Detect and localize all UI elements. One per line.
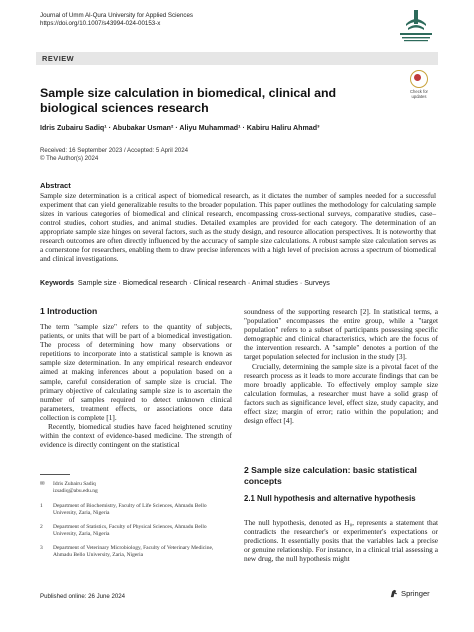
- received-accepted: Received: 16 September 2023 / Accepted: 5 April 2024: [40, 147, 189, 154]
- affiliation-text: Department of Veterinary Microbiology, Faculty of Veterinary Medicine, Ahmadu Bello University, Zaria, Nigeria: [53, 545, 214, 558]
- affiliation-2: [40, 524, 232, 538]
- banner-label: REVIEW: [42, 54, 75, 63]
- doi-link[interactable]: https://doi.org/10.1007/s43994-024-00153-x: [40, 20, 161, 27]
- check-updates-label: Check for updates: [410, 89, 428, 99]
- publisher-logo[interactable]: [389, 589, 430, 598]
- affiliation-number: 3: [40, 545, 43, 551]
- section-2-heading: 2 Sample size calculation: basic statistical concepts: [244, 465, 417, 486]
- check-for-updates-button[interactable]: [406, 70, 432, 99]
- envelope-icon: ✉: [40, 481, 45, 487]
- affiliation-number: 1: [40, 503, 43, 509]
- intro-body: [40, 322, 232, 449]
- keywords: [40, 279, 436, 287]
- publisher-name: Springer: [401, 589, 430, 598]
- corresponding-name: Idris Zubairu Sadiq: [53, 481, 96, 487]
- affiliation-1: [40, 503, 232, 517]
- affiliation-text: Department of Statistics, Faculty of Physical Sciences, Ahmadu Bello University, Zaria, Nigeria: [53, 524, 207, 537]
- keywords-label: Keywords: [40, 279, 74, 287]
- corresponding-email[interactable]: izsadiq@abu.edu.ng: [53, 487, 98, 494]
- abstract-text: Sample size determination is a critical aspect of biomedical research, as it dictates the number of samples needed for a successful experiment that can yield generalizable results to the broader population. This paper outlines the methodology for calculating sample sizes in various categories of biomedical and clinical research, encompassing cross-sectional surveys, comparative studies, case–control studies, cohort studies, and animal studies. Detailed examples are provided for each category. The determination of an appropriate sample size hinges on several factors, such as the study design, and resource allocation perspectives. It is noteworthy that research outcomes are often directly influenced by the accuracy of sample size calculations. A robust sample size calculation serves as a cornerstone for researchers, enabling them to draw precise inferences with a high level of precision across a spectrum of biomedical and clinical investigations.: [40, 191, 436, 264]
- journal-header: [40, 12, 193, 28]
- springer-horse-icon: [389, 589, 398, 598]
- affiliation-text: Department of Biochemistry, Faculty of Life Sciences, Ahmadu Bello University, Zaria, Nigeria: [53, 503, 207, 516]
- right-body-top: [244, 307, 438, 425]
- copyright: © The Author(s) 2024: [40, 155, 99, 162]
- abstract-heading: Abstract: [40, 181, 71, 190]
- section-1-heading: 1 Introduction: [40, 306, 98, 316]
- affiliation-3: [40, 545, 232, 559]
- intro-paragraph-1: The term "sample size" refers to the quantity of subjects, patients, or units that will be part of a biomedical investigation. The process of determining how many observations or repetitions to incorporate into a statistical sample is known as sample size determination. In any empirical research endeavor aimed at making inferences about a population based on a sample, careful consideration of sample size is crucial. The primary objective of calculating sample size is to ascertain the number of samples required to detect unknown clinical parameters, treatment effects, or associations once data collection is complete [1].: [40, 322, 232, 422]
- university-logo-icon: [396, 8, 436, 46]
- footnote-divider: [40, 474, 70, 475]
- keywords-text: Sample size · Biomedical research · Clinical research · Animal studies · Surveys: [77, 279, 330, 287]
- right-paragraph-1: soundness of the supporting research [2]. In statistical terms, a "population" encompasses the entire group, while a "target population" refers to a subset of participants possessing specific demographic and clinical characteristics, which are the focus of the intervention research. A "sample" denotes a portion of the target population selected for inclusion in the study [3].: [244, 307, 438, 362]
- intro-paragraph-2: Recently, biomedical studies have faced heightened scrutiny within the context of evidence-based medicine. The strength of evidence is directly contingent on the statistical: [40, 422, 232, 450]
- article-dates: [40, 147, 188, 163]
- right-body-bottom: [244, 518, 438, 563]
- authors-text[interactable]: Idris Zubairu Sadiq¹ · Abubakar Usman² · Aliyu Muhammad¹ · Kabiru Haliru Ahmad³: [40, 124, 320, 132]
- corresponding-author: [40, 481, 232, 495]
- section-2-1-heading: 2.1 Null hypothesis and alternative hypothesis: [244, 494, 416, 503]
- right-paragraph-2: Crucially, determining the sample size is a pivotal facet of the research process as it leads to more accurate findings that can be more broadly applicable. To effectively employ sample size calculation formulas, a researcher must have a solid grasp of factors such as significance level, effect size, study capacity, and effect size; margin of error; ratio within the population; and design effect [4].: [244, 361, 438, 426]
- crossmark-icon: [410, 70, 428, 88]
- affiliation-number: 2: [40, 524, 43, 530]
- article-title: Sample size calculation in biomedical, clinical and biological sciences research: [40, 86, 337, 115]
- journal-name: Journal of Umm Al-Qura University for Applied Sciences: [40, 12, 194, 19]
- author-list: [40, 124, 440, 132]
- published-date: Published online: 26 June 2024: [40, 593, 126, 600]
- right-paragraph-3: The null hypothesis, denoted as H₀, represents a statement that contradicts the researcher's or experimenter's expectations or predictions. It essentially posits that the variables lack a precise or genuine relationship. For instance, in a clinical trial assessing a new drug, the null hypothesis might: [244, 518, 438, 564]
- article-type-banner: [36, 52, 438, 65]
